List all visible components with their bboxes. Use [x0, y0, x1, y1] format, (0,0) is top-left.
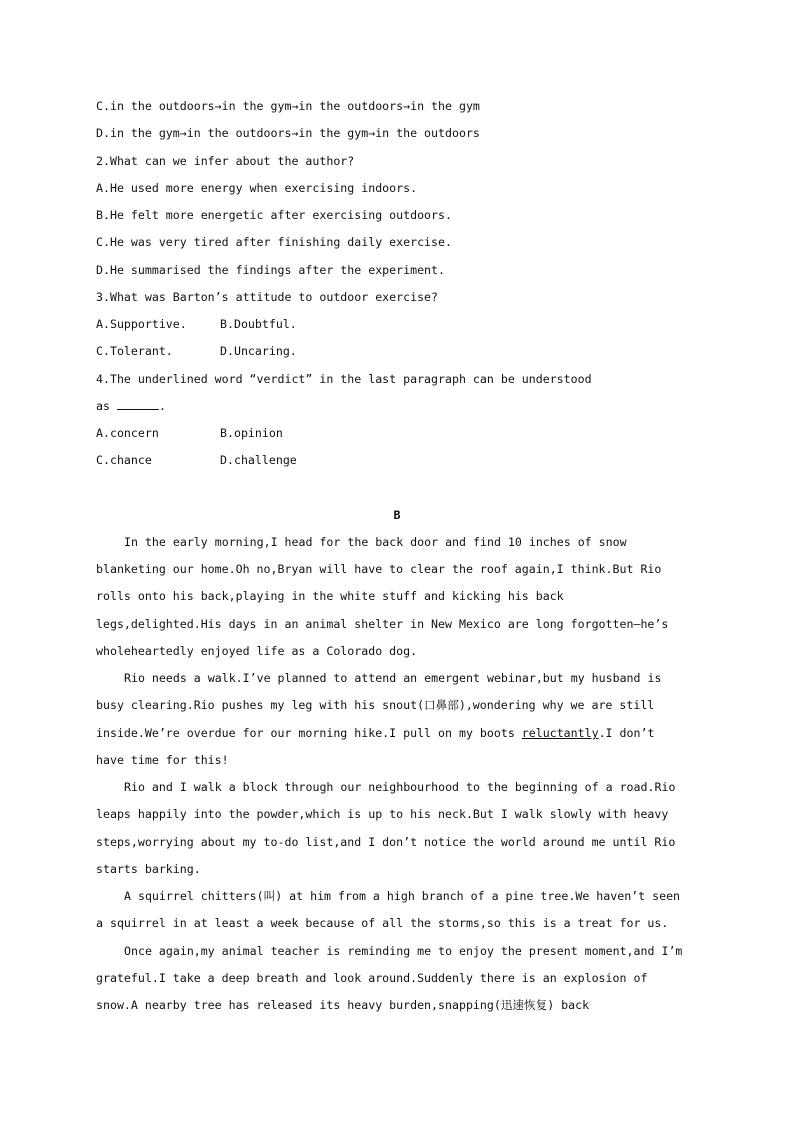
p5-line3: snow.A nearby tree has released its heavy burden,snapping(迅速恢复) back	[96, 998, 590, 1012]
q1-option-c: C.in the outdoors→in the gym→in the outdoors→in the gym	[96, 99, 480, 113]
p3-line3: steps,worrying about my to-do list,and I don’t notice the world around me until Rio	[96, 835, 676, 849]
answer-blank	[117, 399, 159, 410]
q3-option-d: D.Uncaring.	[220, 344, 297, 358]
p1-line1: In the early morning,I head for the back door and find 10 inches of snow	[124, 535, 627, 549]
q3-options-row1	[96, 316, 696, 332]
q4-option-a: A.concern	[96, 426, 159, 440]
q4-option-b: B.opinion	[220, 426, 283, 440]
p2-line3-before: inside.We’re overdue for our morning hike.I pull on my boots	[96, 726, 522, 740]
p4-line2: a squirrel in at least a week because of all the storms,so this is a treat for us.	[96, 916, 669, 930]
q2-option-b: B.He felt more energetic after exercising outdoors.	[96, 208, 452, 222]
p3-line2: leaps happily into the powder,which is up to his neck.But I walk slowly with heavy	[96, 807, 669, 821]
underlined-word: reluctantly	[521, 726, 599, 740]
p2-line1: Rio needs a walk.I’ve planned to attend an emergent webinar,but my husband is	[124, 671, 662, 685]
p2-line3-after: .I don’t	[598, 726, 655, 740]
p1-line2: blanketing our home.Oh no,Bryan will have to clear the roof again,I think.But Rio	[96, 562, 662, 576]
p1-line5: wholeheartedly enjoyed life as a Colorado dog.	[96, 644, 418, 658]
p1-line4: legs,delighted.His days in an animal shelter in New Mexico are long forgotten—he’s	[96, 617, 669, 631]
q3-option-a: A.Supportive.	[96, 317, 187, 331]
q3-option-b: B.Doubtful.	[220, 317, 297, 331]
q4-stem-line2	[96, 398, 166, 414]
p3-line4: starts barking.	[96, 862, 201, 876]
q2-stem: 2.What can we infer about the author?	[96, 154, 355, 168]
p3-line1: Rio and I walk a block through our neighbourhood to the beginning of a road.Rio	[124, 780, 676, 794]
p2-line3	[96, 725, 654, 741]
p5-line2: grateful.I take a deep breath and look around.Suddenly there is an explosion of	[96, 971, 648, 985]
p2-line2: busy clearing.Rio pushes my leg with his snout(口鼻部),wondering why we are still	[96, 698, 655, 712]
p4-line1: A squirrel chitters(叫) at him from a high branch of a pine tree.We haven’t seen	[124, 889, 681, 903]
q4-stem-prefix: as	[96, 399, 117, 413]
q4-option-c: C.chance	[96, 453, 152, 467]
q4-stem-line1: 4.The underlined word “verdict” in the last paragraph can be understood	[96, 372, 592, 386]
p5-line1: Once again,my animal teacher is reminding me to enjoy the present moment,and I’m	[124, 944, 683, 958]
q2-option-a: A.He used more energy when exercising indoors.	[96, 181, 418, 195]
q4-options-row1	[96, 425, 696, 441]
p2-line4: have time for this!	[96, 753, 229, 767]
section-heading: B	[393, 508, 401, 522]
q3-stem: 3.What was Barton’s attitude to outdoor exercise?	[96, 290, 439, 304]
q4-stem-suffix: .	[158, 399, 166, 413]
q3-options-row2	[96, 343, 696, 359]
q4-option-d: D.challenge	[220, 453, 297, 467]
p1-line3: rolls onto his back,playing in the white stuff and kicking his back	[96, 589, 564, 603]
q1-option-d: D.in the gym→in the outdoors→in the gym→in the outdoors	[96, 126, 480, 140]
q2-option-d: D.He summarised the findings after the experiment.	[96, 263, 446, 277]
q3-option-c: C.Tolerant.	[96, 344, 173, 358]
q2-option-c: C.He was very tired after finishing daily exercise.	[96, 235, 452, 249]
q4-options-row2	[96, 452, 696, 468]
